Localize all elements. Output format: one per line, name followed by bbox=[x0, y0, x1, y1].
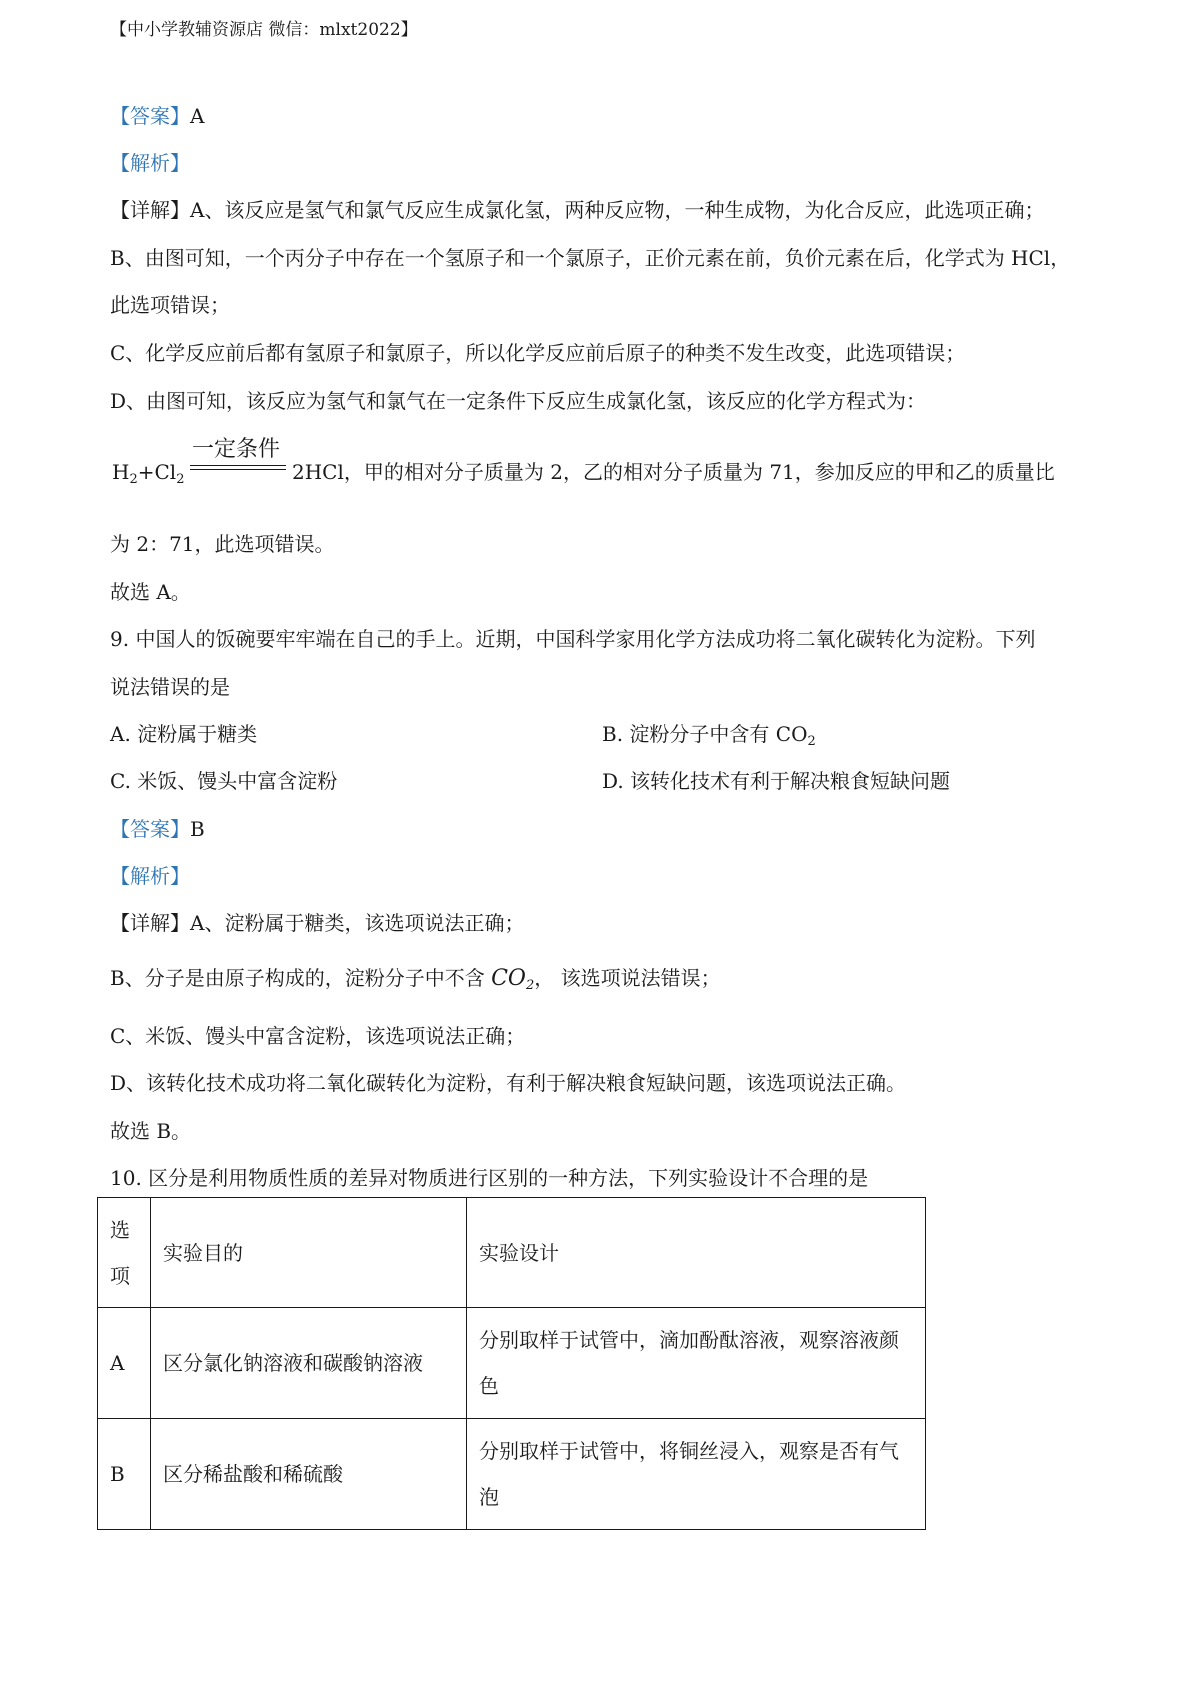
q9-option-d: D. 该转化技术有利于解决粮食短缺问题 bbox=[602, 769, 951, 793]
table-row bbox=[98, 1308, 926, 1419]
answer-value: A bbox=[190, 104, 205, 128]
equation-bar-bottom bbox=[190, 469, 286, 470]
eq-tail: ，甲的相对分子质量为 2，乙的相对分子质量为 71，参加反应的甲和乙的质量比 bbox=[343, 460, 1055, 484]
table-header-purpose: 实验目的 bbox=[151, 1198, 467, 1308]
detail-text: A、淀粉属于糖类，该选项说法正确； bbox=[190, 911, 525, 935]
equation-bar-top bbox=[190, 465, 286, 466]
table-cell-design: 分别取样于试管中，滴加酚酞溶液，观察溶液颜色 bbox=[467, 1308, 926, 1419]
detail-tag: 【详解】 bbox=[110, 198, 190, 222]
table-cell-option: A bbox=[98, 1308, 151, 1419]
page-header: 【中小学教辅资源店 微信：mlxt2022】 bbox=[110, 20, 418, 40]
detail-tag: 【详解】 bbox=[110, 911, 190, 935]
answer-tag: 【答案】 bbox=[110, 817, 190, 841]
table-header-design: 实验设计 bbox=[467, 1198, 926, 1308]
answer-tag: 【答案】 bbox=[110, 104, 190, 128]
table-header-row bbox=[98, 1198, 926, 1308]
q9-detail-d: D、该转化技术成功将二氧化碳转化为淀粉，有利于解决粮食短缺问题，该选项说法正确。 bbox=[110, 1071, 907, 1095]
detail-text: A、该反应是氢气和氯气反应生成氯化氢，两种反应物，一种生成物，为化合反应，此选项正确； bbox=[190, 198, 1045, 222]
q9-detail-a bbox=[110, 909, 524, 937]
q9-detail-b bbox=[110, 964, 721, 1000]
q9-choose: 故选 B。 bbox=[110, 1119, 192, 1143]
option-b-sub: 2 bbox=[807, 734, 816, 749]
q8-answer-line bbox=[110, 102, 204, 130]
table-header-option bbox=[98, 1198, 151, 1308]
q8-detail-line-4: C、化学反应前后都有氢原子和氯原子，所以化学反应前后原子的种类不发生改变，此选项错误； bbox=[110, 341, 966, 365]
q9-stem-line-2: 说法错误的是 bbox=[110, 675, 230, 699]
equation-condition: 一定条件 bbox=[192, 437, 281, 462]
table-cell-design: 分别取样于试管中，将铜丝浸入，观察是否有气泡 bbox=[467, 1419, 926, 1530]
eq-h: H bbox=[112, 460, 130, 484]
equation-product bbox=[292, 458, 1055, 486]
q8-detail-line-3: 此选项错误； bbox=[110, 293, 230, 317]
equation-reactants bbox=[112, 458, 184, 494]
table-cell-purpose: 区分稀盐酸和稀硫酸 bbox=[151, 1419, 467, 1530]
detail-b-post: ， 该选项说法错误； bbox=[534, 966, 721, 990]
q8-after-equation: 为 2：71，此选项错误。 bbox=[110, 532, 335, 556]
experiment-table bbox=[97, 1197, 926, 1530]
eq-cl-sub: 2 bbox=[176, 472, 185, 487]
q10-stem: 10. 区分是利用物质性质的差异对物质进行区别的一种方法，下列实验设计不合理的是 bbox=[110, 1166, 869, 1190]
option-b-text: B. 淀粉分子中含有 CO bbox=[602, 722, 808, 746]
table-cell-option: B bbox=[98, 1419, 151, 1530]
q8-detail-line-1 bbox=[110, 196, 1044, 224]
table-row bbox=[98, 1419, 926, 1530]
q9-stem-line-1: 9. 中国人的饭碗要牢牢端在自己的手上。近期，中国科学家用化学方法成功将二氧化碳转化为淀粉。下列 bbox=[110, 627, 1036, 651]
eq-cl: +Cl bbox=[137, 460, 177, 484]
q9-analysis-tag: 【解析】 bbox=[110, 864, 190, 888]
q9-answer-line bbox=[110, 815, 205, 843]
q9-option-c: C. 米饭、馒头中富含淀粉 bbox=[110, 769, 338, 793]
q8-detail-line-5: D、由图可知，该反应为氢气和氯气在一定条件下反应生成氯化氢，该反应的化学方程式为： bbox=[110, 389, 927, 413]
q9-option-a: A. 淀粉属于糖类 bbox=[110, 722, 258, 746]
eq-product: 2HCl bbox=[292, 460, 344, 484]
q8-choose: 故选 A。 bbox=[110, 580, 191, 604]
eq-h-sub: 2 bbox=[129, 472, 138, 487]
detail-b-sub: 2 bbox=[525, 978, 535, 993]
detail-b-formula: CO bbox=[491, 966, 526, 991]
chemical-equation bbox=[112, 432, 1112, 492]
q9-detail-c: C、米饭、馒头中富含淀粉，该选项说法正确； bbox=[110, 1024, 526, 1048]
header-option-text: 选项 bbox=[110, 1217, 130, 1288]
q9-option-b bbox=[602, 720, 816, 756]
answer-value: B bbox=[190, 817, 205, 841]
table-cell-purpose: 区分氯化钠溶液和碳酸钠溶液 bbox=[151, 1308, 467, 1419]
detail-b-pre: B、分子是由原子构成的，淀粉分子中不含 bbox=[110, 966, 492, 990]
q8-detail-line-2: B、由图可知，一个丙分子中存在一个氢原子和一个氯原子，正价元素在前，负价元素在后，化学式为 HCl， bbox=[110, 246, 1071, 270]
q8-analysis-tag: 【解析】 bbox=[110, 151, 190, 175]
